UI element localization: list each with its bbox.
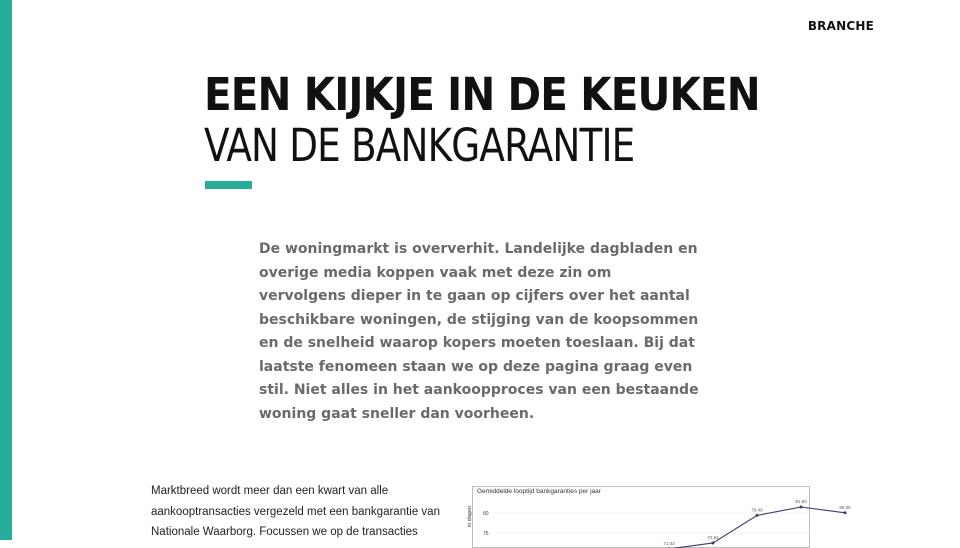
data-label-5: 80.05 bbox=[839, 504, 851, 510]
data-point-4 bbox=[800, 506, 803, 509]
chart-title: Gemiddelde looptijd bankgaranties per jaar bbox=[477, 488, 601, 495]
article-title-line1: EEN KIJKJE IN DE KEUKEN bbox=[204, 68, 760, 121]
title-accent-rule bbox=[205, 181, 252, 189]
article-title-line2: VAN DE BANKGARANTIE bbox=[204, 119, 635, 172]
data-label-3: 79.40 bbox=[751, 507, 763, 513]
y-tick-label-1: 75 bbox=[483, 531, 489, 537]
data-label-4: 81.50 bbox=[795, 499, 807, 504]
data-label-1: 71.02 bbox=[663, 540, 675, 546]
chart-y-axis-label: in dagen bbox=[467, 505, 473, 527]
line-chart bbox=[473, 487, 851, 547]
accent-side-stripe bbox=[0, 0, 12, 540]
y-tick-label-0: 80 bbox=[483, 511, 489, 517]
article-body-text: Marktbreed wordt meer dan een kwart van alle aankooptransacties vergezeld met een bankgarantie van Nationale Waarborg. Focussen we op de transacties bbox=[151, 485, 440, 538]
chart-panel bbox=[467, 486, 851, 548]
data-label-2: 72.51 bbox=[707, 534, 719, 540]
data-point-3 bbox=[756, 514, 759, 517]
article-intro: De woningmarkt is oververhit. Landelijke dagbladen en overige media koppen vaak met deze zin om vervolgens dieper in te gaan op cijfers over het aantal beschikbare woningen, de stijging van de koopsommen en de snelheid waarop kopers moeten toeslaan. Bij dat laatste fenomeen staan we op deze pagina graag even stil. Niet alles in het aankoopproces van een bestaande woning gaat sneller dan voorheen. bbox=[259, 241, 699, 422]
data-point-5 bbox=[844, 511, 847, 514]
section-label: BRANCHE bbox=[807, 19, 874, 33]
data-point-2 bbox=[712, 541, 715, 544]
